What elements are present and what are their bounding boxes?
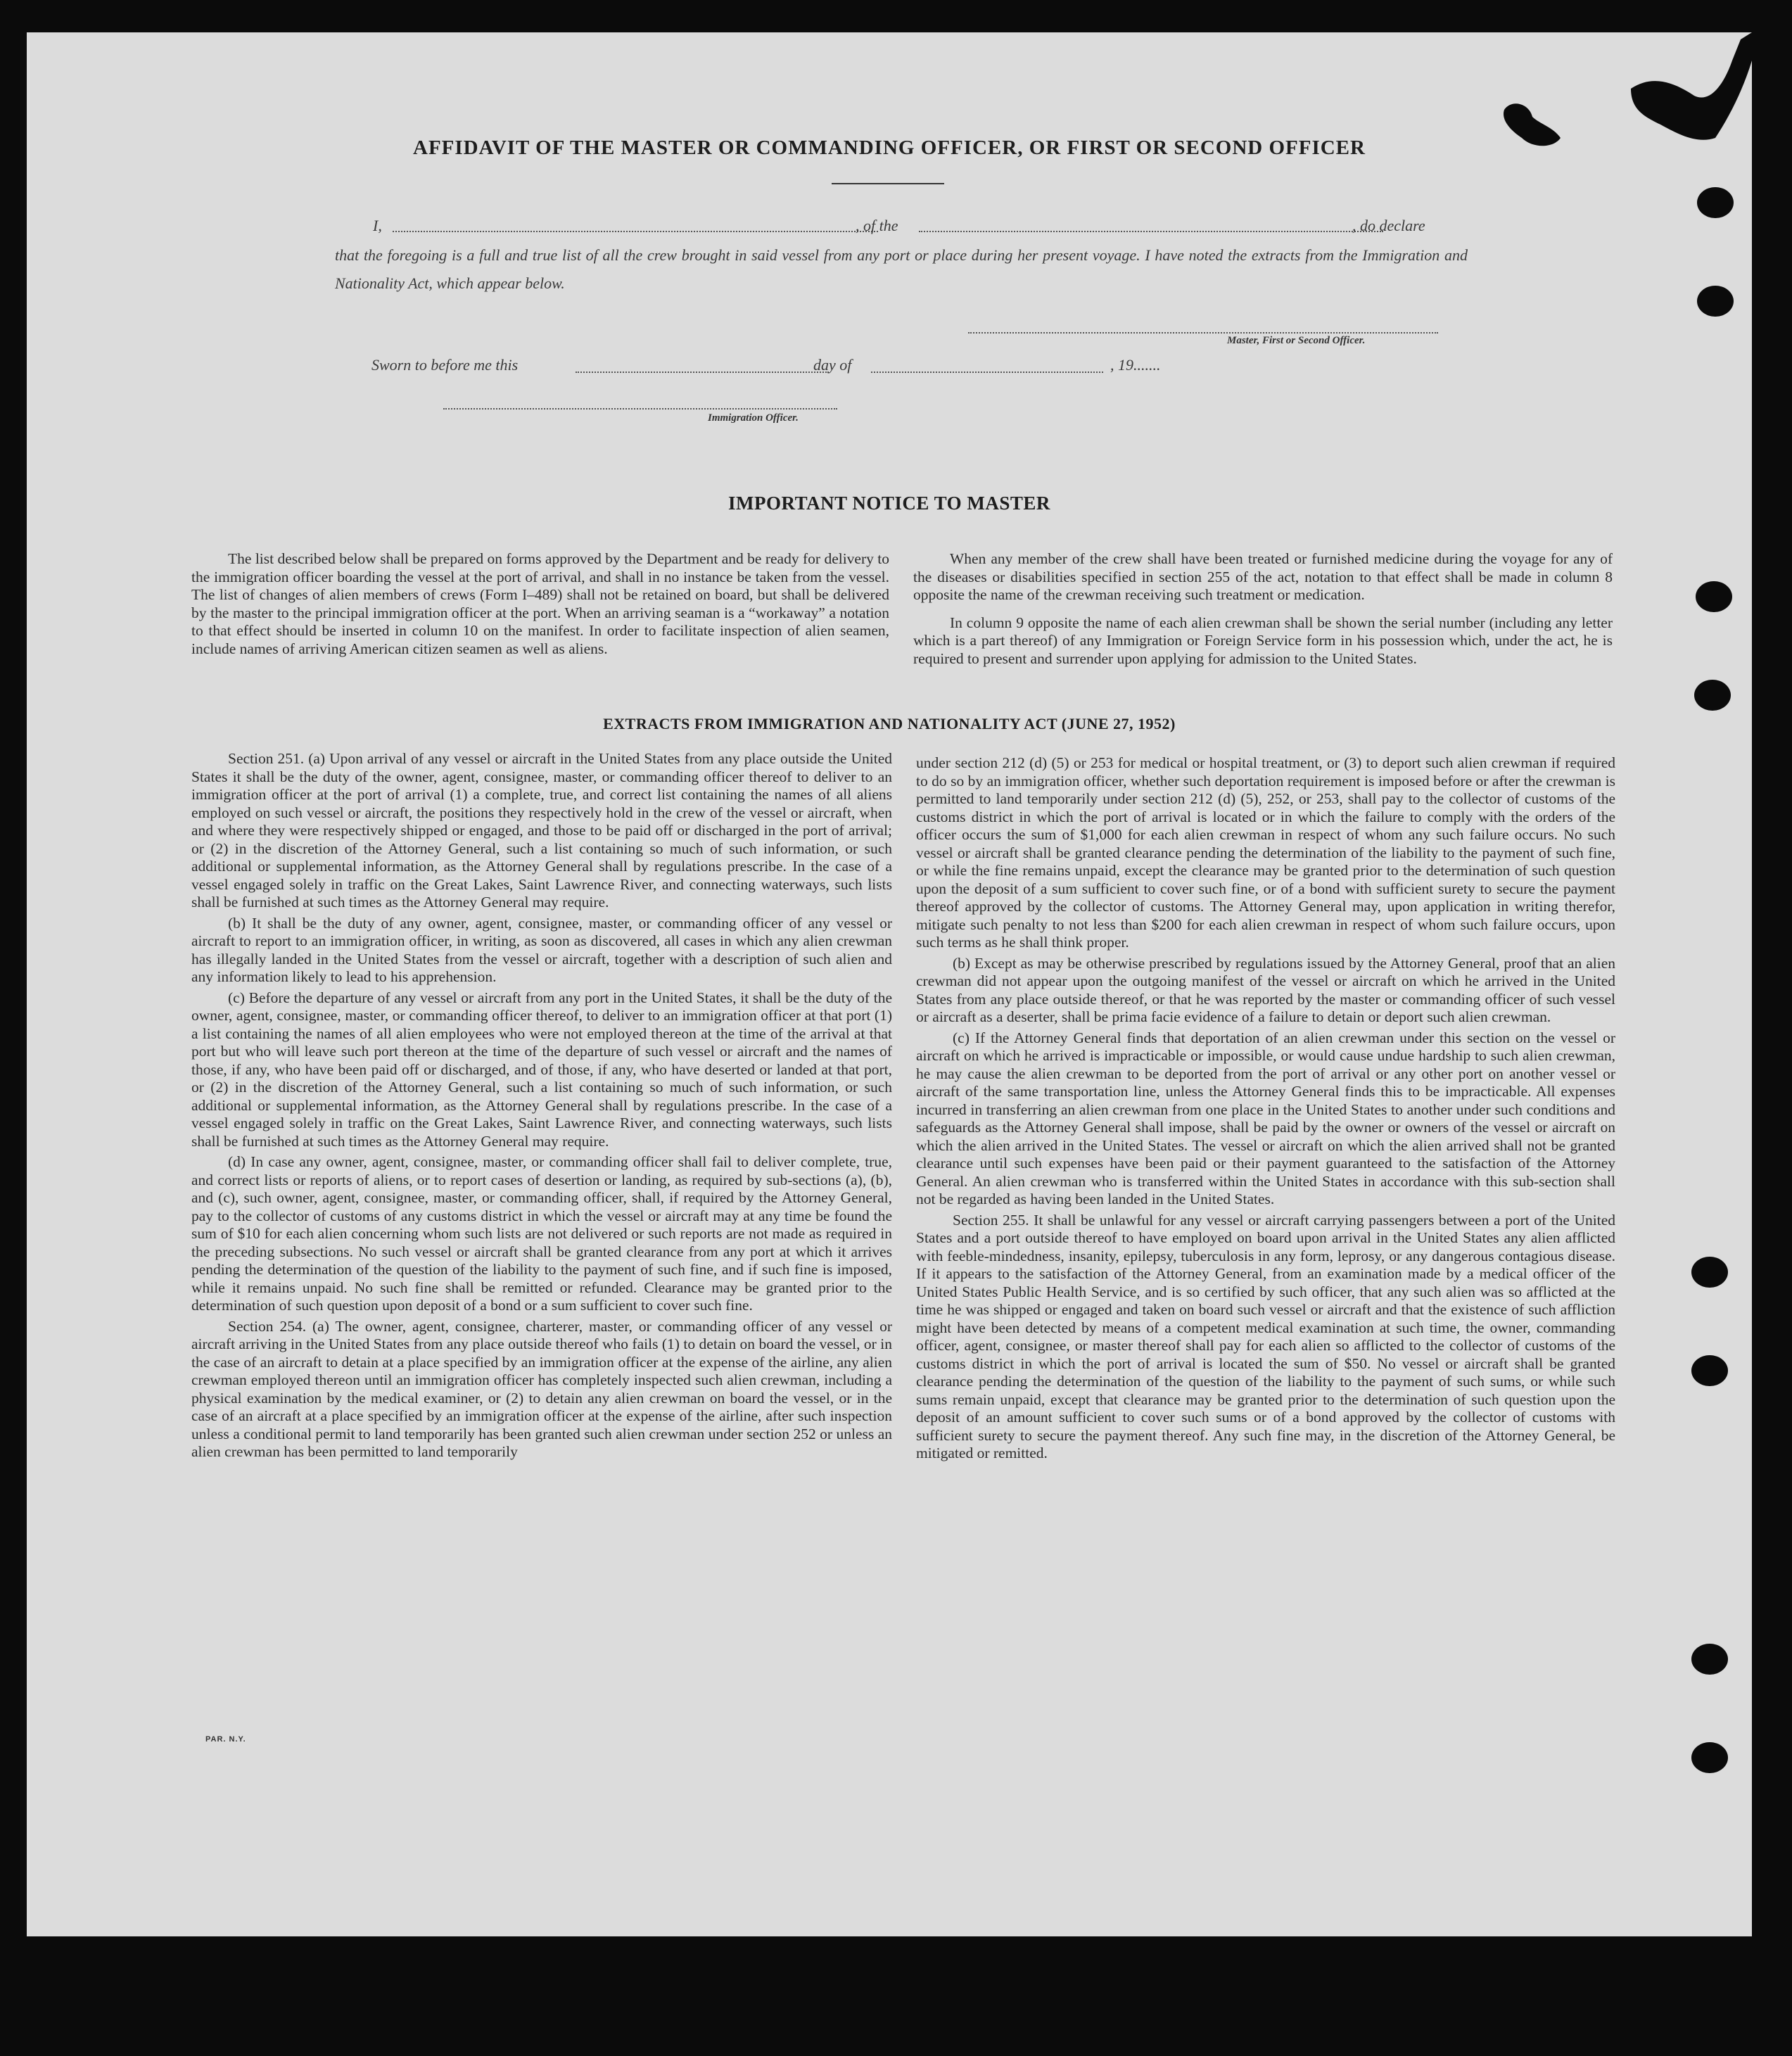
act-section-paragraph: (b) Except as may be otherwise prescribed by regulations issued by the Attorney General, proof that an alien crewman did not appear upon the outgoing manifest of the vessel or aircraft on which he arrived in the United States from any place outside thereof, or that he was reported by the master or commanding officer of such vessel or aircraft as a deserter, shall be prima facie evidence of a failure to detain or deport such alien crewman. [916, 954, 1615, 1025]
master-signature-label: Master, First or Second Officer. [1227, 335, 1366, 346]
extracts-right-column [916, 754, 1615, 1466]
declaration-of-the-label: , of the [856, 217, 898, 234]
notice-paragraph: In column 9 opposite the name of each alien crewman shall be shown the serial number (including any letter which is a part thereof) of any Immigration or Foreign Service form in his possession which, under the act, he is required to present and surrender upon applying for admission to the United States. [913, 614, 1613, 667]
title-underline [832, 183, 944, 184]
affidavit-title: AFFIDAVIT OF THE MASTER OR COMMANDING OFFICER, OR FIRST OR SECOND OFFICER [413, 137, 1366, 159]
act-section-paragraph: Section 254. (a) The owner, agent, consignee, charterer, master, or commanding officer of any vessel or aircraft arriving in the United States from any place outside thereof who fails (1) to detain on board the vessel, or in the case of an aircraft to detain at a place specified by an immigration officer at the expense of the airline, any alien crewman employed thereon until an immigration officer has completely inspected such alien crewman, including a physical examination by the medical examiner, or (2) to detain any alien crewman on board the vessel, or in the case of an aircraft at a place specified by an immigration officer at the expense of the airline, after such inspection unless a conditional permit to land temporarily has been granted such alien crewman under section 252 or unless an alien crewman has been permitted to land temporarily [191, 1317, 892, 1460]
notice-paragraph: When any member of the crew shall have been treated or furnished medicine during the voyage for any of the diseases or disabilities specified in section 255 of the act, notation to that effect shall be made in column 8 opposite the name of the crewman receiving such treatment or medication. [913, 550, 1613, 603]
act-section-paragraph: under section 212 (d) (5) or 253 for medical or hospital treatment, or (3) to deport such alien crewman if required to do so by an immigration officer, whether such deportation requirement is imposed before or after the crewman is permitted to land temporarily under section 212 (d) (5), 252, or 253, shall pay to the collector of customs of the customs district in which the port of arrival is located or in which the failure to comply with the orders of the officer occurs the sum of $1,000 for each alien crewman in respect of whom any such failure occurs. No such vessel or aircraft shall be granted clearance pending the determination of the liability to the payment of such fine, or while the fine remains unpaid, except the clearance may be granted prior to the determination of such question upon the deposit of a sum sufficient to cover such fine, or of a bond with sufficient surety to secure the payment thereof approved by the collector of customs. The Attorney General may, upon application in writing therefor, mitigate such penalty to not less than $200 for each alien crewman in respect of whom such failure occurs, upon such terms as he shall think proper. [916, 754, 1615, 951]
extracts-left-column [191, 750, 892, 1464]
act-section-paragraph: (b) It shall be the duty of any owner, agent, consignee, master, or commanding officer of any vessel or aircraft to report to an immigration officer, in writing, as soon as discovered, all cases in which any alien crewman has illegally landed in the United States from the vessel or aircraft, together with a description of such alien and any information likely to lead to his apprehension. [191, 914, 892, 985]
declaration-body: that the foregoing is a full and true list of all the crew brought in said vessel from any port or place during her present voyage. I have noted the extracts from the Immigration and Nationality Act, which appear below. [335, 246, 1468, 292]
act-section-paragraph: Section 255. It shall be unlawful for any vessel or aircraft carrying passengers between a port of the United States and a port outside thereof to have employed on board upon arrival in the United States any alien afflicted with feeble-mindedness, insanity, epilepsy, tuberculosis in any form, leprosy, or any dangerous contagious disease. If it appears to the satisfaction of the Attorney General, from an examination made by a medical officer of the United States Public Health Service, and is so certified by such officer, that any such alien was so afflicted at the time he was shipped or engaged and taken on board such vessel or aircraft and that the existence of such affliction might have been detected by means of a competent medical examination at such time, the owner, commanding officer, agent, consignee, or master thereof shall pay for each alien so afflicted to the collector of customs of the customs district in which the port of arrival is located the sum of $50. No vessel or aircraft shall be granted clearance pending the determination of the question of the liability to the payment of such sums, or while such sums remain unpaid, except that clearance may be granted prior to the determination of such question upon the deposit of an amount sufficient to cover such sums or of a bond approved by the collector of customs with sufficient surety to secure the payment thereof. Any such fine may, in the discretion of the Attorney General, be mitigated or remitted. [916, 1211, 1615, 1461]
immigration-officer-label: Immigration Officer. [708, 412, 799, 424]
binder-hole [1691, 1355, 1728, 1386]
vessel-name-field[interactable] [919, 231, 1383, 232]
notice-paragraph: The list described below shall be prepared on forms approved by the Department and be ready for delivery to the immigration officer boarding the vessel at the port of arrival, and shall in no instance be taken from the vessel. The list of changes of alien members of crews (Form I–489) shall not be retained on board, but shall be delivered by the master to the principal immigration officer at the port. When an arriving seaman is a “workaway” a notation to that effect should be inserted in column 10 on the manifest. In order to facilitate inspection of alien seamen, include names of arriving American citizen seamen as well as aliens. [191, 550, 889, 657]
binder-hole [1691, 1257, 1728, 1288]
notice-right-column [913, 550, 1613, 678]
sworn-month-field[interactable] [871, 372, 1103, 373]
binder-hole [1691, 1644, 1728, 1675]
sworn-day-of-label: day of [813, 356, 852, 374]
declaration-do-declare-label: , do declare [1352, 217, 1425, 234]
extracts-title: EXTRACTS FROM IMMIGRATION AND NATIONALITY ACT (JUNE 27, 1952) [603, 715, 1176, 732]
binder-hole [1696, 581, 1732, 612]
binder-hole [1694, 680, 1731, 711]
act-section-paragraph: (c) If the Attorney General finds that deportation of an alien crewman under this section on the vessel or aircraft on which he arrived is impracticable or impossible, or would cause undue hardship to such alien crewman, he may cause the alien crewman to be deported from the port of arrival or any other port on another vessel or aircraft of the same transportation line, unless the Attorney General finds this to be impracticable. All expenses incurred in transferring an alien crewman from one place in the United States to another under such conditions and safeguards as the Attorney General shall impose, shall be paid by the owner or owners of the vessel or aircraft on which the alien arrived in the United States. The vessel or aircraft on which the alien arrived shall not be granted clearance until such expenses have been paid or their payment guaranteed to the satisfaction of the Attorney General. An alien crewman who is transferred within the United States in accordance with this sub-section shall not be regarded as having been landed in the United States. [916, 1029, 1615, 1207]
master-signature-field[interactable] [968, 332, 1438, 334]
binder-hole [1697, 187, 1734, 218]
binder-hole [1697, 286, 1734, 317]
act-section-paragraph: (d) In case any owner, agent, consignee, master, or commanding officer shall fail to deliver complete, true, and correct lists or reports of aliens, or to report cases of desertion or landing, as required by sub-sections (a), (b), and (c), such owner, agent, consignee, master, or commanding officer, shall, if required by the Attorney General, pay to the collector of customs of any customs district in which the vessel or aircraft may at any time be found the sum of $10 for each alien concerning whom such lists are not delivered or such reports are not made as required in the preceding subsections. No such vessel or aircraft shall be granted clearance from any port at which it arrives pending the determination of the question of the liability to the payment of such fine, and if such fine is imposed, while it remains unpaid. No such fine shall be remitted or refunded. Clearance may be granted prior to the determination of such question upon deposit of a bond or a sum sufficient to cover such fine. [191, 1153, 892, 1314]
act-section-paragraph: Section 251. (a) Upon arrival of any vessel or aircraft in the United States from any place outside the United States it shall be the duty of the owner, agent, consignee, master, or commanding officer thereof to deliver to an immigration officer at the port of arrival (1) a complete, true, and correct list containing the names of all aliens employed on such vessel or aircraft, the positions they respectively hold in the crew of the vessel or aircraft, when and where they were respectively shipped or engaged, and those to be paid off or discharged in the port of arrival; or (2) in the discretion of the Attorney General, such a list containing so much of such information, or such additional or supplemental information, as the Attorney General shall by regulations prescribe. In the case of a vessel engaged solely in traffic on the Great Lakes, Saint Lawrence River, and connecting waterways, such lists shall be furnished at such times as the Attorney General may require. [191, 750, 892, 910]
act-section-paragraph: (c) Before the departure of any vessel or aircraft from any port in the United States, it shall be the duty of the owner, agent, consignee, master, or commanding officer thereof, to deliver to an immigration officer at that port (1) a list containing the names of all alien employees who were not employed thereon at the time of the arrival at that port but who will leave such port thereon at the time of the departure of such vessel or aircraft and the names of those, if any, who have been paid off or discharged, and of those, if any, who have deserted or landed at that port, or (2) in the discretion of the Attorney General, such a list containing so much of such information, or such additional or supplemental information, as the Attorney General shall by regulations prescribe. In the case of a vessel engaged solely in traffic on the Great Lakes, Saint Lawrence River, and connecting waterways, such lists shall be furnished at such times as the Attorney General may require. [191, 989, 892, 1150]
sworn-prefix-label: Sworn to before me this [371, 356, 519, 374]
sworn-year-label: , 19....... [1110, 356, 1161, 374]
document-page [27, 32, 1752, 1936]
declaration-i-label: I, [373, 217, 382, 234]
immigration-officer-signature-field[interactable] [443, 408, 837, 410]
printer-mark: PAR. N.Y. [205, 1735, 246, 1744]
notice-left-column [191, 550, 889, 668]
sworn-day-field[interactable] [576, 372, 829, 373]
binder-hole [1691, 1742, 1728, 1773]
notice-title: IMPORTANT NOTICE TO MASTER [728, 493, 1050, 514]
declarant-name-field[interactable] [393, 231, 878, 232]
